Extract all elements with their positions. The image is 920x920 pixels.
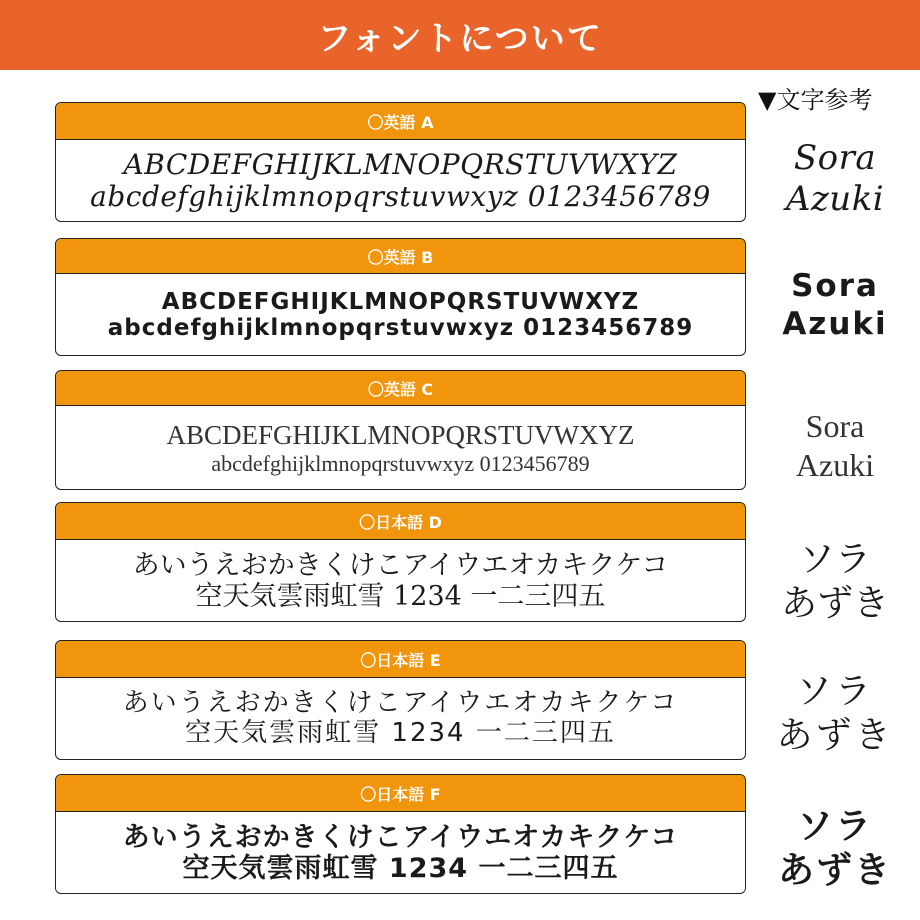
reference-sample-1: ソラ (796, 806, 873, 847)
sample-line-2: abcdefghijklmnopqrstuvwxyz 0123456789 (211, 450, 590, 476)
reference-sample-a (760, 138, 910, 221)
font-panel-label: 〇英語 A (56, 103, 745, 140)
sample-line-2: 空天気雲雨虹雪 1234 一二三四五 (195, 581, 606, 612)
reference-sample-e (760, 670, 910, 758)
reference-sample-2: Azuki (782, 305, 888, 342)
font-panel-body (56, 406, 745, 490)
sample-line-1: ABCDEFGHIJKLMNOPQRSTUVWXYZ (161, 288, 640, 315)
font-panel-b (55, 238, 746, 356)
reference-sample-1: Sora (793, 138, 877, 178)
reference-sample-2: あずき (780, 582, 889, 624)
sample-line-2: 空天気雲雨虹雪 1234 一二三四五 (185, 718, 616, 748)
reference-sample-1: ソラ (795, 671, 874, 712)
reference-sample-2: Azuki (785, 179, 885, 220)
reference-sample-2: あずき (777, 849, 892, 891)
font-panel-label: 〇日本語 D (56, 503, 745, 540)
font-panel-body (56, 274, 745, 356)
font-panel-label: 〇英語 B (56, 239, 745, 274)
reference-sample-2: Azuki (795, 447, 875, 484)
font-panel-body (56, 812, 745, 894)
font-panel-a (55, 102, 746, 222)
sample-line-1: あいうえおかきくけこアイウエオカキクケコ (122, 688, 679, 719)
font-panel-f (55, 774, 746, 894)
sample-line-1: ABCDEFGHIJKLMNOPQRSTUVWXYZ (123, 147, 678, 181)
reference-sample-1: ソラ (798, 539, 871, 580)
reference-sample-2: あずき (776, 714, 894, 756)
reference-sample-f (760, 805, 910, 893)
reference-label: ▼文字参考 (758, 86, 873, 114)
reference-sample-b (760, 268, 910, 344)
reference-sample-d (760, 538, 910, 626)
reference-sample-c (760, 407, 910, 485)
sample-line-1: ABCDEFGHIJKLMNOPQRSTUVWXYZ (166, 419, 635, 450)
font-panel-c (55, 370, 746, 490)
sample-line-2: abcdefghijklmnopqrstuvwxyz 0123456789 (90, 180, 711, 213)
reference-sample-1: Sora (805, 408, 865, 444)
page-title: フォントについて (317, 18, 603, 59)
font-panel-label: 〇英語 C (56, 371, 745, 406)
sample-line-1: あいうえおかきくけこアイウエオカキクケコ (132, 549, 669, 581)
font-panel-body (56, 140, 745, 222)
font-panel-label: 〇日本語 F (56, 775, 745, 812)
font-panel-label: 〇日本語 E (56, 641, 745, 678)
sample-line-1: あいうえおかきくけこアイウエオカキクケコ (122, 821, 679, 853)
reference-sample-1: Sora (791, 268, 879, 304)
sample-line-2: 空天気雲雨虹雪 1234 一二三四五 (182, 853, 619, 884)
page-header (0, 0, 920, 70)
font-panel-d (55, 502, 746, 622)
font-panel-body (56, 540, 745, 622)
sample-line-2: abcdefghijklmnopqrstuvwxyz 0123456789 (107, 315, 694, 341)
font-panel-e (55, 640, 746, 760)
font-panel-body (56, 678, 745, 760)
